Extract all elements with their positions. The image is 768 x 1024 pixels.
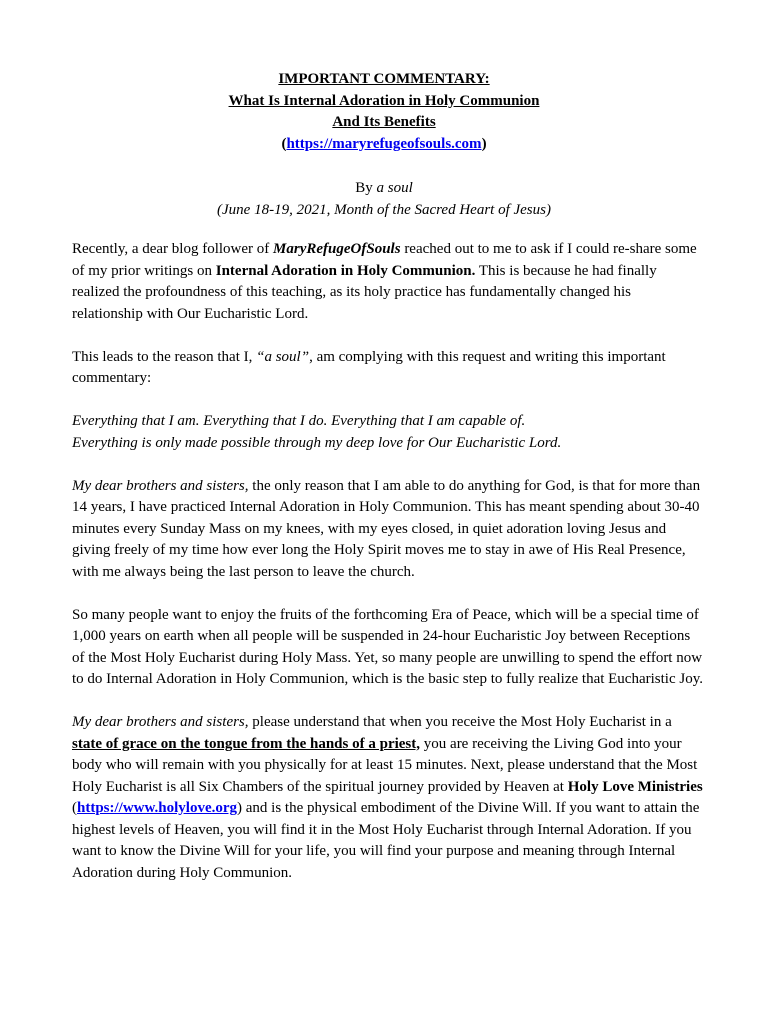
by-label: By (355, 180, 377, 196)
paragraph-3-statement (72, 411, 704, 454)
p2-text-1: This leads to the reason that I, (72, 348, 257, 365)
p6-text-4: ) and is the physical embodiment of the Divine Will. If you want to attain the highest levels of Heaven, you will find it in the Most Holy Eucharist through Internal Adoration. If you want to know the Divine Will for your life, you will find your purpose and meaning through Internal Adoration during Holy Communion. (72, 800, 700, 881)
p6-address: My dear brothers and sisters, (72, 714, 249, 730)
url-close-paren: ) (481, 135, 487, 152)
date-line: (June 18-19, 2021, Month of the Sacred Heart of Jesus) (217, 201, 551, 218)
p6-text-3: ( (72, 800, 77, 816)
p1-text-1: Recently, a dear blog follower of (72, 241, 274, 257)
title-block (0, 69, 768, 155)
p6-text-1: please understand that when you receive the Most Holy Eucharist in a (248, 714, 672, 730)
p4-text: the only reason that I am able to do anything for God, is that for more than 14 years, I have practiced Internal Adoration in Holy Communion. This has meant spending about 30-40 minutes every Sunday Mass on my knees, with my eyes closed, in quiet adoration loving Jesus and giving freely of my time how ever long the Holy Spirit moves me to stay in awe of His Real Presence, with me always being the last person to leave the church. (72, 477, 701, 580)
author-name: a soul (376, 180, 413, 196)
p3-line-2: Everything is only made possible through my deep love for Our Eucharistic Lord. (72, 434, 562, 451)
title-url-line (0, 134, 768, 156)
p1-text-3: This is because he had finally realized the profoundness of this teaching, as its holy practice has fundamentally changed his relationship with Our Eucharistic Lord. (72, 262, 657, 322)
blog-url-link[interactable]: https://maryrefugeofsouls.com (286, 135, 482, 152)
title-line-1: IMPORTANT COMMENTARY: (278, 71, 490, 87)
emphasis-text: state of grace on the tongue from the hands of a priest, (72, 735, 421, 752)
holylove-link[interactable]: https://www.holylove.org (77, 800, 238, 816)
title-line-2: What Is Internal Adoration in Holy Communion (228, 92, 540, 109)
p3-line-1: Everything that I am. Everything that I do. Everything that I am capable of. (72, 413, 526, 429)
document-body (72, 239, 704, 906)
paragraph-4 (72, 476, 704, 584)
p1-text-2: reached out to me to ask if I could re-share some of my prior writings on (72, 241, 697, 279)
ministry-name: Holy Love Ministries (567, 778, 703, 795)
author-quote: “a soul” (256, 348, 310, 365)
paragraph-6 (72, 712, 704, 884)
url-open-paren: ( (281, 135, 287, 152)
p2-text-2: , am complying with this request and writing this important commentary: (72, 348, 666, 386)
title-line-3: And Its Benefits (332, 114, 436, 130)
blog-name: MaryRefugeOfSouls (273, 241, 401, 257)
paragraph-2 (72, 347, 704, 390)
p6-text-2: you are receiving the Living God into your body who will remain with you physically for at least 15 minutes. Next, please understand that the Most Holy Eucharist is all Six Chambers of the spiritual journey provided by Heaven at (72, 735, 698, 795)
paragraph-1 (72, 239, 704, 325)
byline (0, 178, 768, 221)
author-line (0, 178, 768, 200)
paragraph-5: So many people want to enjoy the fruits of the forthcoming Era of Peace, which will be a special time of 1,000 years on earth when all people will be suspended in 24-hour Eucharistic Joy between Receptions of the Most Holy Eucharist during Holy Mass. Yet, so many people are unwilling to spend the effort now to do Internal Adoration in Holy Communion, which is the basic step to fully realize that Eucharistic Joy. (72, 606, 703, 687)
topic-name: Internal Adoration in Holy Communion. (215, 262, 476, 279)
p4-address: My dear brothers and sisters, (72, 477, 249, 494)
